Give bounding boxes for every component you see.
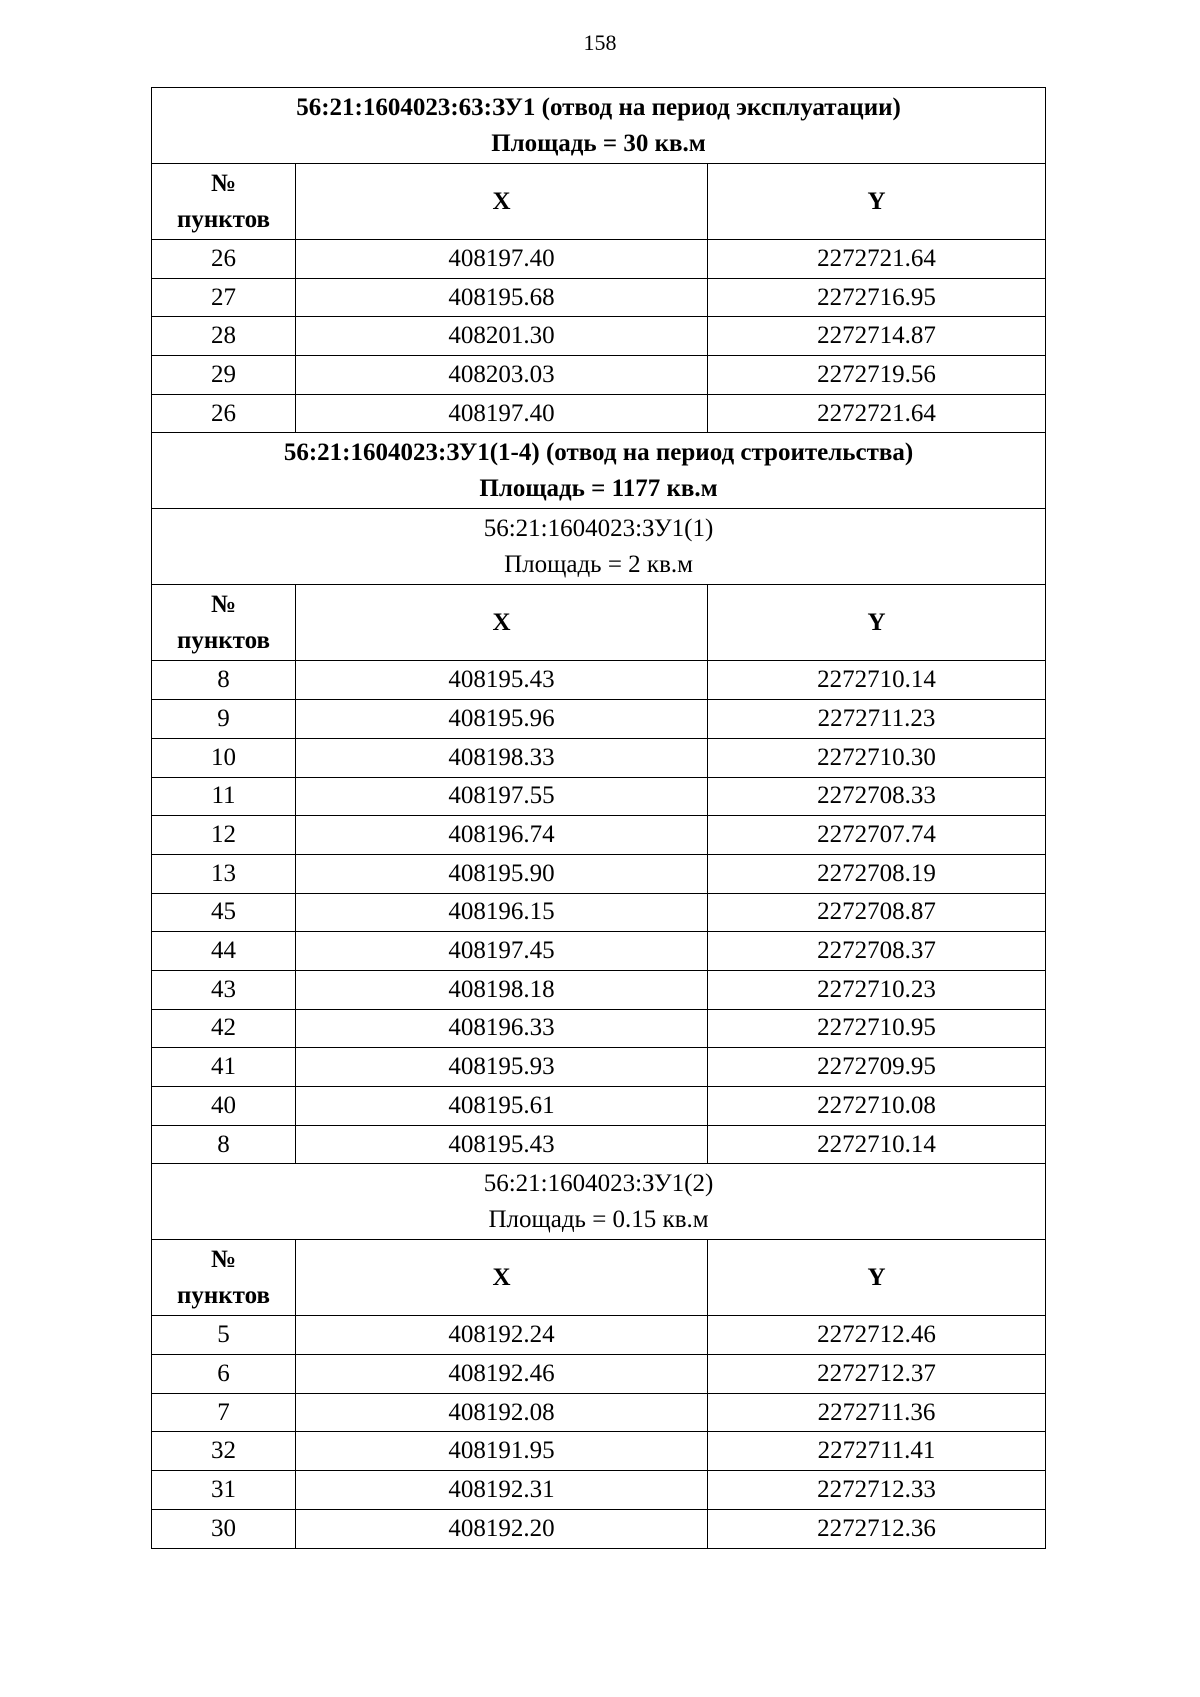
- y-coordinate-cell: 2272708.19: [708, 854, 1046, 893]
- column-header-number-text: №: [210, 1245, 237, 1273]
- column-header-row: [152, 585, 1046, 661]
- column-header-number-text: пунктов: [176, 626, 271, 654]
- x-coordinate-cell: 408192.24: [296, 1316, 708, 1355]
- point-number-cell: 5: [152, 1316, 296, 1355]
- table-row: [152, 661, 1046, 700]
- table-row: [152, 777, 1046, 816]
- table-row: [152, 854, 1046, 893]
- subsection-heading: [152, 1164, 1046, 1240]
- section-heading: [152, 433, 1046, 509]
- table-row: [152, 1125, 1046, 1164]
- section-heading-row: [152, 433, 1046, 509]
- point-number-cell: 45: [152, 893, 296, 932]
- y-coordinate-cell: 2272711.41: [708, 1432, 1046, 1471]
- x-coordinate-cell: 408195.93: [296, 1048, 708, 1087]
- y-coordinate-cell: 2272712.33: [708, 1471, 1046, 1510]
- y-coordinate-cell: 2272708.87: [708, 893, 1046, 932]
- point-number-cell: 41: [152, 1048, 296, 1087]
- point-number-cell: 30: [152, 1509, 296, 1548]
- subsection-heading-title: 56:21:1604023:ЗУ1(1): [483, 514, 714, 542]
- point-number-cell: 44: [152, 932, 296, 971]
- y-coordinate-cell: 2272710.95: [708, 1009, 1046, 1048]
- column-header-x: X: [296, 1240, 708, 1316]
- point-number-cell: 9: [152, 700, 296, 739]
- point-number-cell: 7: [152, 1393, 296, 1432]
- column-header-number-text: №: [210, 169, 237, 197]
- y-coordinate-cell: 2272710.30: [708, 738, 1046, 777]
- column-header-y: Y: [708, 585, 1046, 661]
- point-number-cell: 13: [152, 854, 296, 893]
- table-row: [152, 317, 1046, 356]
- y-coordinate-cell: 2272710.14: [708, 661, 1046, 700]
- x-coordinate-cell: 408192.20: [296, 1509, 708, 1548]
- point-number-cell: 43: [152, 970, 296, 1009]
- y-coordinate-cell: 2272712.36: [708, 1509, 1046, 1548]
- subsection-heading-row: [152, 1164, 1046, 1240]
- table-row: [152, 1393, 1046, 1432]
- x-coordinate-cell: 408195.90: [296, 854, 708, 893]
- point-number-cell: 26: [152, 240, 296, 279]
- y-coordinate-cell: 2272719.56: [708, 356, 1046, 395]
- section-heading-row: [152, 88, 1046, 164]
- table-row: [152, 1009, 1046, 1048]
- table-row: [152, 1048, 1046, 1087]
- column-header-number: [152, 164, 296, 240]
- subsection-heading: [152, 509, 1046, 585]
- table-row: [152, 1355, 1046, 1394]
- x-coordinate-cell: 408201.30: [296, 317, 708, 356]
- point-number-cell: 29: [152, 356, 296, 395]
- y-coordinate-cell: 2272714.87: [708, 317, 1046, 356]
- y-coordinate-cell: 2272708.37: [708, 932, 1046, 971]
- y-coordinate-cell: 2272707.74: [708, 816, 1046, 855]
- point-number-cell: 8: [152, 1125, 296, 1164]
- table-row: [152, 932, 1046, 971]
- x-coordinate-cell: 408196.33: [296, 1009, 708, 1048]
- x-coordinate-cell: 408192.08: [296, 1393, 708, 1432]
- table-row: [152, 1471, 1046, 1510]
- point-number-cell: 12: [152, 816, 296, 855]
- y-coordinate-cell: 2272710.23: [708, 970, 1046, 1009]
- table-row: [152, 278, 1046, 317]
- coordinates-table: [151, 87, 1046, 1549]
- section-heading-title: 56:21:1604023:63:ЗУ1 (отвод на период эксплуатации): [296, 93, 901, 121]
- point-number-cell: 42: [152, 1009, 296, 1048]
- table-row: [152, 700, 1046, 739]
- section-heading-area: Площадь = 30 кв.м: [491, 129, 706, 157]
- y-coordinate-cell: 2272716.95: [708, 278, 1046, 317]
- y-coordinate-cell: 2272712.46: [708, 1316, 1046, 1355]
- section-heading-title: 56:21:1604023:ЗУ1(1-4) (отвод на период строительства): [283, 438, 914, 466]
- x-coordinate-cell: 408196.15: [296, 893, 708, 932]
- subsection-heading-row: [152, 509, 1046, 585]
- y-coordinate-cell: 2272711.23: [708, 700, 1046, 739]
- y-coordinate-cell: 2272709.95: [708, 1048, 1046, 1087]
- table-row: [152, 738, 1046, 777]
- point-number-cell: 8: [152, 661, 296, 700]
- x-coordinate-cell: 408197.55: [296, 777, 708, 816]
- column-header-number-text: №: [210, 590, 237, 618]
- table-row: [152, 240, 1046, 279]
- y-coordinate-cell: 2272721.64: [708, 240, 1046, 279]
- table-row: [152, 1087, 1046, 1126]
- column-header-number-text: пунктов: [176, 1281, 271, 1309]
- x-coordinate-cell: 408198.33: [296, 738, 708, 777]
- point-number-cell: 27: [152, 278, 296, 317]
- column-header-number: [152, 1240, 296, 1316]
- table-row: [152, 816, 1046, 855]
- x-coordinate-cell: 408197.45: [296, 932, 708, 971]
- y-coordinate-cell: 2272710.14: [708, 1125, 1046, 1164]
- y-coordinate-cell: 2272710.08: [708, 1087, 1046, 1126]
- y-coordinate-cell: 2272721.64: [708, 394, 1046, 433]
- subsection-heading-title: 56:21:1604023:ЗУ1(2): [483, 1169, 714, 1197]
- column-header-row: [152, 1240, 1046, 1316]
- subsection-heading-area: Площадь = 0.15 кв.м: [488, 1205, 709, 1233]
- table-row: [152, 394, 1046, 433]
- x-coordinate-cell: 408196.74: [296, 816, 708, 855]
- section-heading-area: Площадь = 1177 кв.м: [479, 474, 718, 502]
- column-header-row: [152, 164, 1046, 240]
- point-number-cell: 10: [152, 738, 296, 777]
- point-number-cell: 31: [152, 1471, 296, 1510]
- point-number-cell: 32: [152, 1432, 296, 1471]
- x-coordinate-cell: 408195.43: [296, 661, 708, 700]
- point-number-cell: 40: [152, 1087, 296, 1126]
- y-coordinate-cell: 2272708.33: [708, 777, 1046, 816]
- point-number-cell: 11: [152, 777, 296, 816]
- x-coordinate-cell: 408195.43: [296, 1125, 708, 1164]
- coordinates-table-body: [152, 88, 1046, 1549]
- x-coordinate-cell: 408195.61: [296, 1087, 708, 1126]
- y-coordinate-cell: 2272711.36: [708, 1393, 1046, 1432]
- x-coordinate-cell: 408191.95: [296, 1432, 708, 1471]
- point-number-cell: 26: [152, 394, 296, 433]
- x-coordinate-cell: 408192.46: [296, 1355, 708, 1394]
- column-header-number-text: пунктов: [176, 205, 271, 233]
- point-number-cell: 6: [152, 1355, 296, 1394]
- x-coordinate-cell: 408197.40: [296, 394, 708, 433]
- section-heading: [152, 88, 1046, 164]
- x-coordinate-cell: 408203.03: [296, 356, 708, 395]
- column-header-x: X: [296, 164, 708, 240]
- x-coordinate-cell: 408195.96: [296, 700, 708, 739]
- subsection-heading-area: Площадь = 2 кв.м: [504, 550, 693, 578]
- table-row: [152, 356, 1046, 395]
- table-row: [152, 1316, 1046, 1355]
- column-header-y: Y: [708, 1240, 1046, 1316]
- table-row: [152, 893, 1046, 932]
- column-header-y: Y: [708, 164, 1046, 240]
- page-number: 158: [583, 30, 617, 55]
- x-coordinate-cell: 408192.31: [296, 1471, 708, 1510]
- x-coordinate-cell: 408195.68: [296, 278, 708, 317]
- point-number-cell: 28: [152, 317, 296, 356]
- x-coordinate-cell: 408197.40: [296, 240, 708, 279]
- x-coordinate-cell: 408198.18: [296, 970, 708, 1009]
- table-row: [152, 1432, 1046, 1471]
- column-header-number: [152, 585, 296, 661]
- y-coordinate-cell: 2272712.37: [708, 1355, 1046, 1394]
- table-row: [152, 1509, 1046, 1548]
- table-row: [152, 970, 1046, 1009]
- column-header-x: X: [296, 585, 708, 661]
